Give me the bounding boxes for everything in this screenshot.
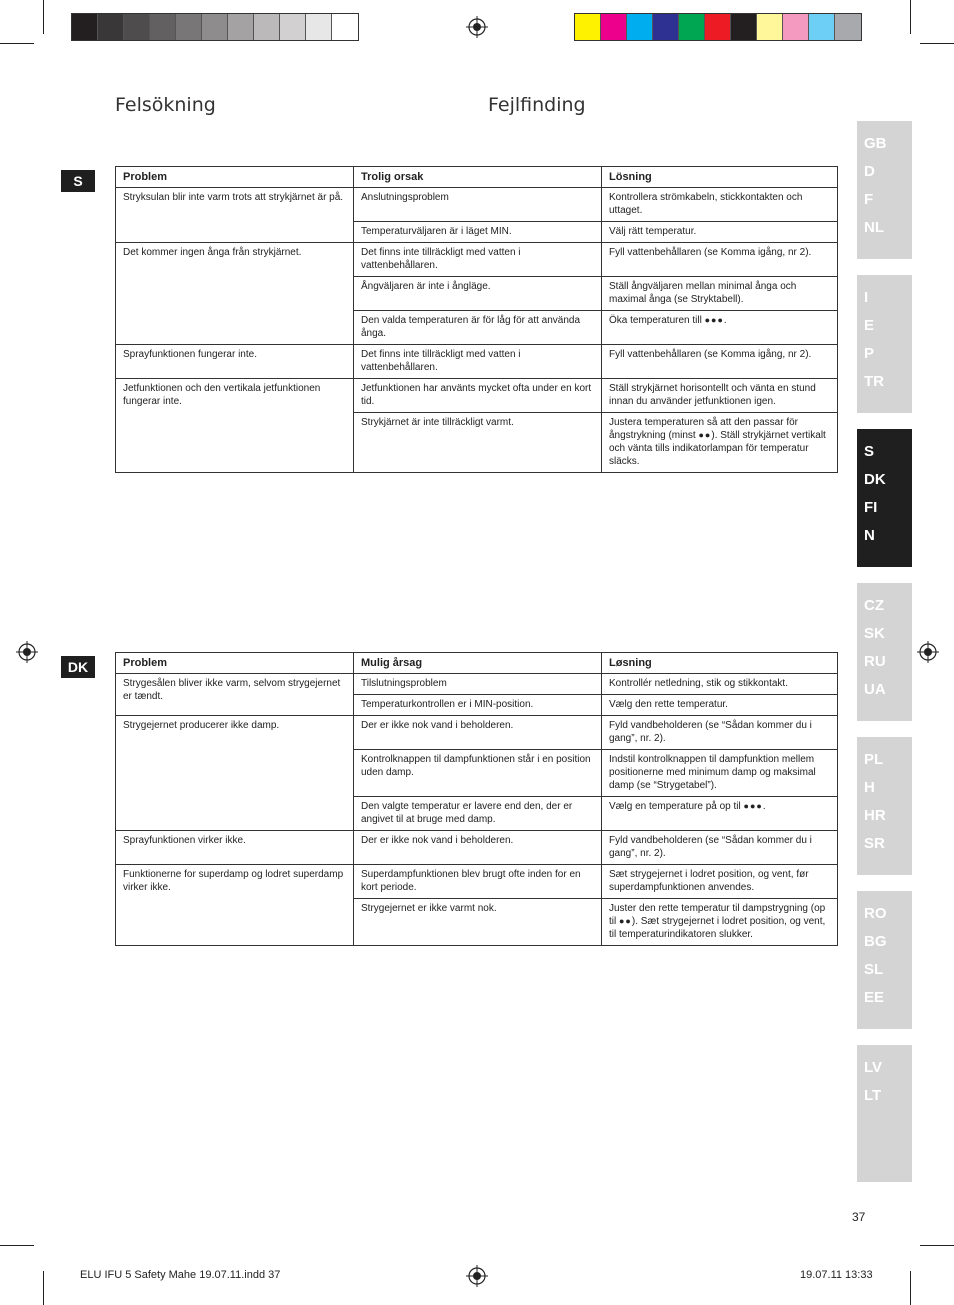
language-tab-group <box>857 1045 912 1182</box>
registration-mark-icon <box>466 16 488 38</box>
table-header-row <box>116 167 838 188</box>
cause-cell: Jetfunktionen har använts mycket ofta under en kort tid. <box>354 379 602 413</box>
color-swatch <box>835 14 861 40</box>
color-swatch <box>150 14 176 40</box>
color-swatch <box>809 14 835 40</box>
solution-cell <box>602 899 838 946</box>
crop-mark <box>43 1271 44 1305</box>
color-swatch <box>783 14 809 40</box>
language-code: E <box>864 317 875 334</box>
problem-cell: Sprayfunktionen fungerar inte. <box>116 345 354 379</box>
color-swatch <box>653 14 679 40</box>
color-swatch <box>280 14 306 40</box>
language-tab-group <box>857 275 912 413</box>
language-code: UA <box>864 681 886 698</box>
solution-text: Indstil kontrolknappen til dampfunktion mellem positionerne med minimum damp og maksimal damp (se “Strygetabel”). <box>609 754 816 791</box>
cause-cell: Der er ikke nok vand i beholderen. <box>354 716 602 750</box>
language-badge-swedish: S <box>61 170 95 192</box>
language-tab-group <box>857 429 912 567</box>
cause-cell: Det finns inte tillräckligt med vatten i vattenbehållaren. <box>354 345 602 379</box>
header-cause: Trolig orsak <box>354 167 602 188</box>
header-solution: Løsning <box>602 653 838 674</box>
solution-text: Kontrollér netledning, stik og stikkontakt. <box>609 678 788 689</box>
solution-text: Välj rätt temperatur. <box>609 226 697 237</box>
language-code: HR <box>864 807 886 824</box>
color-swatch <box>202 14 228 40</box>
solution-text: Fyll vattenbehållaren (se Komma igång, nr 2). <box>609 349 812 360</box>
language-code: P <box>864 345 875 362</box>
cause-cell: Det finns inte tillräckligt med vatten i vattenbehållaren. <box>354 243 602 277</box>
cause-cell: Den valgte temperatur er lavere end den, der er angivet til at bruge med damp. <box>354 797 602 831</box>
solution-cell <box>602 188 838 222</box>
problem-cell: Sprayfunktionen virker ikke. <box>116 831 354 865</box>
solution-text-continued: . <box>723 315 727 326</box>
solution-text: Fyld vandbeholderen (se “Sådan kommer du i gang”, nr. 2). <box>609 720 812 744</box>
cause-cell: Strygejernet er ikke varmt nok. <box>354 899 602 946</box>
page-number: 37 <box>852 1210 866 1224</box>
language-code: DK <box>864 471 886 488</box>
troubleshooting-table-danish <box>115 652 838 946</box>
solution-text: Ställ strykjärnet horisontellt och vänta en stund innan du använder jetfunktionen igen. <box>609 383 816 407</box>
solution-cell <box>602 379 838 413</box>
table-row <box>116 243 838 277</box>
table-row <box>116 345 838 379</box>
cause-cell: Anslutningsproblem <box>354 188 602 222</box>
language-code: FI <box>864 499 878 516</box>
language-tab-group <box>857 737 912 875</box>
color-swatch <box>731 14 757 40</box>
solution-text: Öka temperaturen till <box>609 315 705 326</box>
crop-mark <box>920 1245 954 1246</box>
footer-date: 19.07.11 13:33 <box>800 1269 873 1281</box>
cause-cell: Ångväljaren är inte i ångläge. <box>354 277 602 311</box>
solution-text: Vælg den rette temperatur. <box>609 699 728 710</box>
color-swatch <box>254 14 280 40</box>
language-code: PL <box>864 751 884 768</box>
temperature-dots-icon: ●● <box>619 916 632 926</box>
solution-text: Juster den rette temperatur til dampstrygning (op til <box>609 903 826 927</box>
grayscale-color-bar <box>71 13 359 41</box>
solution-cell <box>602 865 838 899</box>
solution-cell <box>602 277 838 311</box>
footer-file-name: ELU IFU 5 Safety Mahe 19.07.11.indd 37 <box>80 1269 281 1281</box>
solution-cell <box>602 695 838 716</box>
color-swatch <box>306 14 332 40</box>
language-code: H <box>864 779 875 796</box>
color-swatch <box>757 14 783 40</box>
language-tab-group <box>857 121 912 259</box>
table-header-row <box>116 653 838 674</box>
language-code: SL <box>864 961 884 978</box>
solution-text: Ställ ångväljaren mellan minimal ånga och maximal ånga (se Stryktabell). <box>609 281 797 305</box>
language-code: CZ <box>864 597 884 614</box>
language-code: BG <box>864 933 887 950</box>
header-cause: Mulig årsag <box>354 653 602 674</box>
color-swatch <box>124 14 150 40</box>
temperature-dots-icon: ●●● <box>743 801 763 811</box>
troubleshooting-table-swedish <box>115 166 838 473</box>
cause-cell: Temperaturkontrollen er i MIN-position. <box>354 695 602 716</box>
crop-mark <box>43 0 44 34</box>
color-swatch <box>601 14 627 40</box>
language-code: I <box>864 289 869 306</box>
problem-cell: Funktionerne for superdamp og lodret superdamp virker ikke. <box>116 865 354 946</box>
cause-cell: Strykjärnet är inte tillräckligt varmt. <box>354 413 602 473</box>
solution-cell <box>602 413 838 473</box>
language-code: RU <box>864 653 886 670</box>
temperature-dots-icon: ●●● <box>704 315 724 325</box>
problem-cell: Stryksulan blir inte varm trots att strykjärnet är på. <box>116 188 354 243</box>
crop-mark <box>0 43 34 44</box>
solution-cell <box>602 311 838 345</box>
table-row <box>116 188 838 222</box>
language-badge-danish: DK <box>61 656 95 678</box>
solution-cell <box>602 831 838 865</box>
solution-text: Fyll vattenbehållaren (se Komma igång, nr 2). <box>609 247 812 258</box>
crop-mark <box>910 0 911 34</box>
problem-cell: Strygesålen bliver ikke varm, selvom strygejernet er tændt. <box>116 674 354 716</box>
color-swatch <box>98 14 124 40</box>
header-problem: Problem <box>116 653 354 674</box>
color-swatch <box>72 14 98 40</box>
language-code: F <box>864 191 874 208</box>
cause-cell: Den valda temperaturen är för låg för att använda ånga. <box>354 311 602 345</box>
registration-mark-icon <box>917 641 939 663</box>
language-code: S <box>864 443 875 460</box>
solution-cell <box>602 222 838 243</box>
process-color-bar <box>574 13 862 41</box>
table-row <box>116 865 838 899</box>
crop-mark <box>910 1271 911 1305</box>
language-code: SR <box>864 835 885 852</box>
color-swatch <box>575 14 601 40</box>
table-row <box>116 831 838 865</box>
solution-text-continued: ). Ställ strykjärnet vertikalt och vänta tills indikatorlampan för temperatur släcks. <box>609 430 826 467</box>
language-code: SK <box>864 625 885 642</box>
language-code: GB <box>864 135 887 152</box>
solution-text: Justera temperaturen så att den passar för ångstrykning (minst <box>609 417 798 441</box>
cause-cell: Tilslutningsproblem <box>354 674 602 695</box>
solution-cell <box>602 716 838 750</box>
language-code: EE <box>864 989 885 1006</box>
registration-mark-icon <box>466 1265 488 1287</box>
language-code: NL <box>864 219 884 236</box>
color-swatch <box>679 14 705 40</box>
color-swatch <box>627 14 653 40</box>
problem-cell: Jetfunktionen och den vertikala jetfunktionen fungerar inte. <box>116 379 354 473</box>
header-solution: Lösning <box>602 167 838 188</box>
color-swatch <box>176 14 202 40</box>
header-problem: Problem <box>116 167 354 188</box>
temperature-dots-icon: ●● <box>698 430 712 440</box>
language-code: LT <box>864 1087 882 1104</box>
problem-cell: Strygejernet producerer ikke damp. <box>116 716 354 831</box>
registration-mark-icon <box>16 641 38 663</box>
table-row <box>116 674 838 695</box>
language-tab-group <box>857 583 912 721</box>
language-code: TR <box>864 373 884 390</box>
heading-danish: Fejlfinding <box>488 94 586 116</box>
cause-cell: Superdampfunktionen blev brugt ofte inden for en kort periode. <box>354 865 602 899</box>
solution-cell <box>602 750 838 797</box>
problem-cell: Det kommer ingen ånga från strykjärnet. <box>116 243 354 345</box>
color-swatch <box>705 14 731 40</box>
solution-cell <box>602 243 838 277</box>
table-row <box>116 716 838 750</box>
solution-text: Vælg en temperature på op til <box>609 801 744 812</box>
solution-text: Kontrollera strömkabeln, stickkontakten och uttaget. <box>609 192 803 216</box>
color-swatch <box>228 14 254 40</box>
heading-swedish: Felsökning <box>115 94 216 116</box>
language-code: RO <box>864 905 887 922</box>
language-code: LV <box>864 1059 883 1076</box>
cause-cell: Temperaturväljaren är i läget MIN. <box>354 222 602 243</box>
language-tab-group <box>857 891 912 1029</box>
crop-mark <box>920 43 954 44</box>
solution-text: Fyld vandbeholderen (se “Sådan kommer du i gang”, nr. 2). <box>609 835 812 859</box>
solution-text-continued: ). Sæt strygejernet i lodret position, og vent, til temperaturindikatoren slukker. <box>609 916 826 940</box>
solution-text: Sæt strygejernet i lodret position, og vent, før superdampfunktionen anvendes. <box>609 869 809 893</box>
cause-cell: Kontrolknappen til dampfunktionen står i en position uden damp. <box>354 750 602 797</box>
crop-mark <box>0 1245 34 1246</box>
solution-cell <box>602 674 838 695</box>
solution-cell <box>602 345 838 379</box>
language-code: N <box>864 527 875 544</box>
language-code: D <box>864 163 875 180</box>
solution-cell <box>602 797 838 831</box>
color-swatch <box>332 14 358 40</box>
cause-cell: Der er ikke nok vand i beholderen. <box>354 831 602 865</box>
table-row <box>116 379 838 413</box>
solution-text-continued: . <box>762 801 766 812</box>
